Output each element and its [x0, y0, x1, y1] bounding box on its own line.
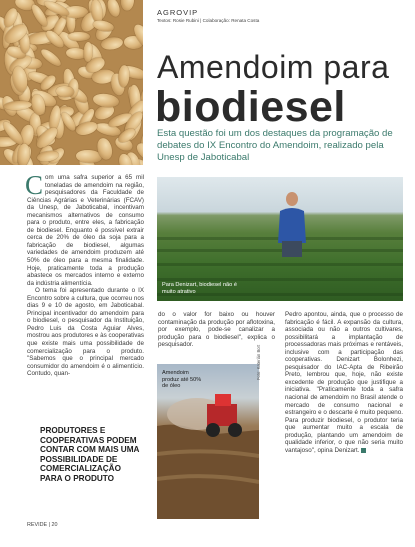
peanut [105, 0, 122, 18]
harvester-caption: Amendoim produz até 50% de óleo [162, 370, 202, 389]
body-column-1 [25, 170, 144, 378]
peanut [118, 64, 130, 87]
headline-line-1: Amendoim para [157, 49, 390, 85]
body-column-2: do o valor for baixo ou houver contaminação da produção por aflotoxina, por exemplo, pode-se canalizar a produção para o biodiesel", explica o pesquisador. [158, 311, 275, 349]
credits: Textos: Rosie Rubini | Colaboração: Renata Costa [157, 18, 260, 23]
field-caption: Para Denizart, biodiesel não é muito atrativo [162, 282, 237, 295]
end-mark [361, 448, 366, 453]
body-paragraph-2: O tema foi apresentado durante o IX Encontro sobre a cultura, que ocorreu nos dias 9 e 10 de agosto, em Jaboticabal. Principal incentivador do amendoim para o biodiesel, o pesquisador da Instituição, Pedro Luis da Costa Aguiar Alves, mostrou aos produtores e às cooperativas que existe mais uma possibilidade de comercialização para o produto. "Sabemos que o principal mercado consumidor do amendoim é o alimentício. Contudo, quan- [27, 287, 144, 378]
peanut [68, 32, 90, 42]
body-column-3 [285, 311, 403, 454]
body-paragraph-3: Pedro apontou, ainda, que o processo de fabricação é fácil. A expansão da cultura, associada ou não a outros cultivares, possibilitará a implantação de processadoras mais próximas e rentáveis, inclusive com a participação das cooperativas. Denizart Bolonhezi, pesquisador do IAC-Apta de Ribeirão Preto, lembrou que, hoje, não existe excedente de produção que justifique a iniciativa. "Praticamente toda a safra nacional de amendoim no Brasil atende o mercado de consumo nacional e estrangeiro e o descarte é muito pequeno. Para produzir biodiesel, o produtor teria que aumentar muito a escala de produção, plantando um amendoim de qualidade inferior, o que não seria muito vantajoso", opina Denizart. [285, 311, 403, 454]
photo-credit: Foto: Katerián Bort [256, 344, 261, 380]
person-in-field [272, 187, 312, 257]
headline-line-2: biodiesel [155, 83, 346, 131]
body-paragraph-1: om uma safra superior a 65 mil toneladas de amendoim na região, pesquisadores da Faculdade de Ciências Agrárias e Veterinárias (FCAV) da Unesp, de Jaboticabal, incentivam mecanismos alternativos de consumo para o produto, entre eles, a fabricação de biodiesel. Enquanto é possível extrair cerca de 20% de óleo da soja para a fabricação de biodiesel, algumas variedades de amendoim produzem até 50% de óleo para a mesma finalidade. Hoje, praticamente toda a produção abastece os mercados interno e externo da indústria alimentícia. [27, 174, 144, 287]
pull-quote: PRODUTORES E COOPERATIVAS PODEM CONTAR COM MAIS UMA POSSIBILIDADE DE COMERCIALIZAÇÃO PARA O PRODUTO [40, 426, 140, 483]
peanut [120, 0, 135, 12]
lede: Esta questão foi um dos destaques da programação de debates do IX Encontro do Amendoim, realizado pela Unesp de Jaboticabal [157, 128, 393, 163]
section-label: AGROVIP [157, 8, 199, 17]
page-footer: REVIDE | 20 [27, 522, 58, 528]
drop-cap: C [25, 170, 44, 200]
peanut-photo [0, 0, 143, 165]
